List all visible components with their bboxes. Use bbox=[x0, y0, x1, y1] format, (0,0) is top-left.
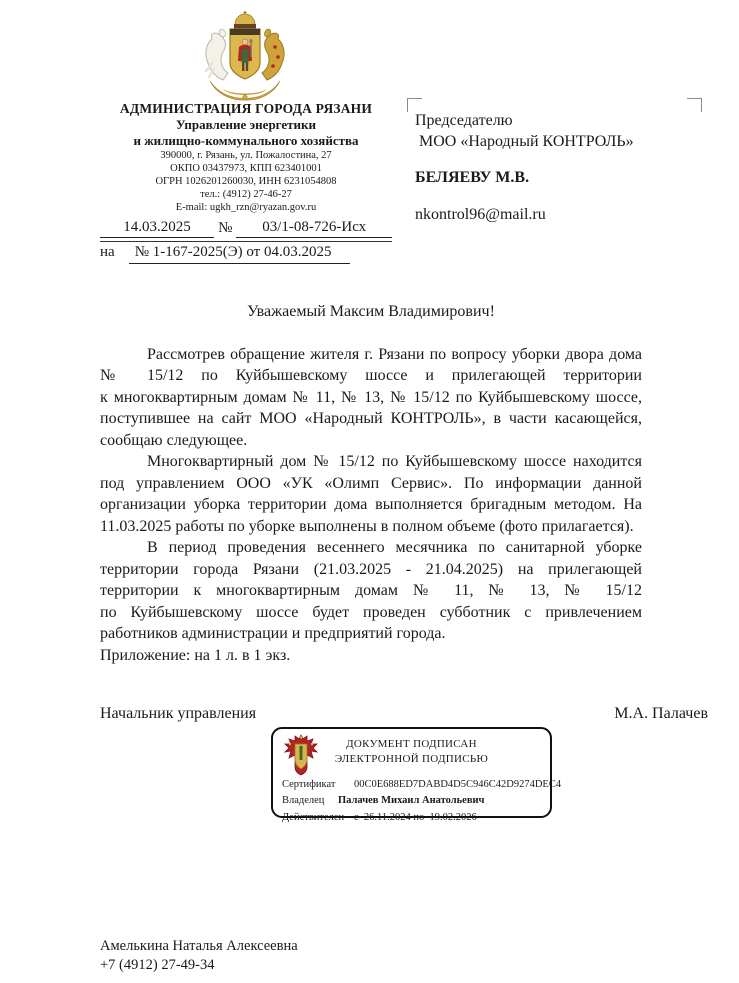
letterhead bbox=[100, 100, 392, 242]
outgoing-number: 03/1-08-726-Исх bbox=[236, 218, 392, 238]
validity-value: с 26.11.2024 по 19.02.2026 bbox=[354, 811, 477, 823]
postal-address: 390000, г. Рязань, ул. Пожалостина, 27 bbox=[160, 150, 332, 161]
certificate-label: Сертификат bbox=[282, 778, 336, 790]
email-line: E-mail: ugkh_rzn@ryazan.gov.ru bbox=[175, 202, 317, 213]
paragraph-2: Многоквартирный дом № 15/12 по Куйбышевскому шоссе находится под управлением ООО «УК «Олимп Сервис». По информации данной организации уборка территории дома выполняется бригадным методом. На 11.03.2025 работы по уборке выполнены в полном объеме (фото прилагается). bbox=[100, 453, 642, 535]
paragraph-1: Рассмотрев обращение жителя г. Рязани по вопросу уборки двора дома № 15/12 по Куйбышевскому шоссе и прилегающей территории к многоквартирным домам № 11, № 13, № 15/12 по Куйбышевскому шоссе, поступившее на сайт МОО «Народный КОНТРОЛЬ», в части касающейся, сообщаю следующее. bbox=[100, 345, 642, 449]
recipient-block bbox=[415, 110, 687, 225]
stamp-title-line-1: ДОКУМЕНТ ПОДПИСАН bbox=[346, 738, 477, 750]
letterhead-rule bbox=[100, 241, 392, 242]
ogrn-inn: ОГРН 1026201260030, ИНН 6231054808 bbox=[155, 176, 337, 187]
executor-phone: +7 (4912) 27-49-34 bbox=[100, 957, 215, 973]
ryazan-coat-of-arms bbox=[190, 11, 300, 101]
coat-of-arms-icon bbox=[190, 11, 300, 101]
reply-reference: № 1-167-2025(Э) от 04.03.2025 bbox=[129, 243, 350, 264]
recipient-title: Председателю bbox=[415, 112, 513, 129]
stamp-title-line-2: ЭЛЕКТРОННОЙ ПОДПИСЬЮ bbox=[334, 752, 489, 765]
stamp-header bbox=[282, 734, 541, 774]
organization-name: АДМИНИСТРАЦИЯ ГОРОДА РЯЗАНИ bbox=[119, 101, 373, 116]
recipient-name: БЕЛЯЕВУ М.В. bbox=[415, 169, 530, 186]
okpo-kpp: ОКПО 03437973, КПП 623401001 bbox=[170, 163, 322, 174]
recipient-organization: МОО «Народный КОНТРОЛЬ» bbox=[415, 133, 634, 150]
frame-corner-right-icon bbox=[687, 98, 702, 112]
signer-name: М.А. Палачев bbox=[614, 705, 708, 722]
validity-label: Действителен bbox=[282, 811, 345, 823]
outgoing-reference-row bbox=[100, 218, 392, 238]
letter-body bbox=[100, 301, 642, 666]
signature-row bbox=[100, 704, 708, 724]
salutation: Уважаемый Максим Владимирович! bbox=[247, 303, 495, 320]
owner-row bbox=[282, 795, 541, 807]
electronic-signature-stamp bbox=[271, 727, 562, 823]
reply-reference-row bbox=[100, 243, 392, 264]
certificate-value: 00C0E688ED7DABD4D5C946C42D9274DEC4 bbox=[354, 778, 562, 790]
outgoing-date: 14.03.2025 bbox=[100, 218, 214, 238]
validity-row bbox=[282, 812, 541, 824]
certificate-row bbox=[282, 778, 562, 791]
reply-prefix: на bbox=[100, 244, 115, 260]
department-line-1: Управление энергетики bbox=[175, 117, 317, 132]
number-sign: № bbox=[218, 220, 233, 236]
recipient-email: nkontrol96@mail.ru bbox=[415, 206, 546, 223]
attachment-note: Приложение: на 1 л. в 1 экз. bbox=[100, 646, 291, 664]
paragraph-3: В период проведения весеннего месячника по санитарной уборке территории города Рязани (21.03.2025 - 21.04.2025) на прилегающей территории к многоквартирным домам № 11, № 13, № 15/12 по Куйбышевскому шоссе будет проведен субботник с привлечением работников администрации и предприятий города. bbox=[100, 539, 642, 642]
phone-line: тел.: (4912) 27-46-27 bbox=[200, 189, 292, 200]
department-line-2: и жилищно-коммунального хозяйства bbox=[133, 133, 359, 148]
stamp-title bbox=[282, 737, 541, 766]
owner-label: Владелец bbox=[282, 795, 325, 806]
executor-block bbox=[100, 937, 298, 975]
signer-position: Начальник управления bbox=[100, 705, 257, 722]
owner-value: Палачев Михаил Анатольевич bbox=[338, 795, 485, 806]
executor-name: Амелькина Наталья Алексеевна bbox=[100, 938, 298, 954]
